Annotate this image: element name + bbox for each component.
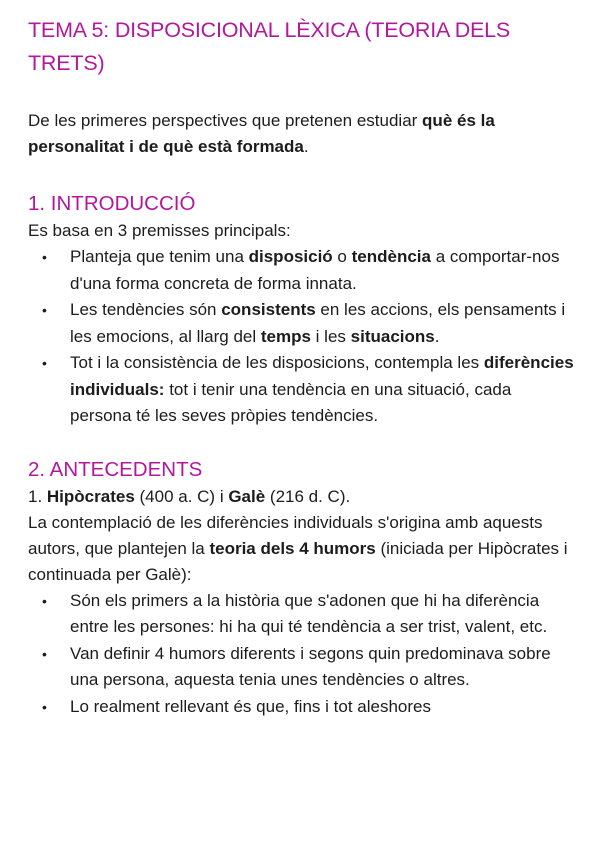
section-lead: Es basa en 3 premisses principals: bbox=[28, 221, 291, 240]
humors-paragraph bbox=[28, 510, 576, 588]
item-text: i les bbox=[310, 326, 351, 346]
page-title: TEMA 5: DISPOSICIONAL LÈXICA (TEORIA DELS TRETS) bbox=[28, 18, 511, 75]
item-bold: tendència bbox=[351, 247, 431, 266]
bullet-icon: • bbox=[42, 645, 47, 662]
bullet-icon: • bbox=[42, 698, 47, 715]
item-text: Lo realment rellevant és que, fins i tot aleshores bbox=[70, 696, 431, 716]
item-text: o bbox=[332, 247, 352, 266]
item-text: a comportar-nos d'una forma concreta de forma innata. bbox=[70, 247, 560, 293]
item-text: Van definir 4 humors diferents i segons quin predominava sobre una persona, aquesta tenia unes tendències o altres. bbox=[70, 643, 551, 689]
para-text: (iniciada per Hipòcrates i continuada per Galè): bbox=[28, 538, 568, 584]
item-bold: diferències individuals: bbox=[70, 353, 574, 399]
bullet-icon: • bbox=[42, 302, 47, 318]
premises-list bbox=[28, 244, 576, 430]
list-item bbox=[28, 641, 576, 694]
para-bold: teoria dels 4 humors bbox=[209, 538, 376, 558]
document-page bbox=[28, 14, 576, 720]
item-text: Planteja que tenim una bbox=[70, 247, 249, 266]
bullet-icon: • bbox=[42, 249, 47, 265]
authors-text: (216 d. C). bbox=[265, 486, 351, 506]
list-item bbox=[28, 297, 576, 350]
item-bold: consistents bbox=[221, 300, 316, 319]
item-text: Tot i la consistència de les disposicions, contempla les bbox=[70, 353, 484, 372]
item-bold: temps bbox=[260, 326, 311, 346]
humors-list bbox=[28, 588, 576, 721]
item-text: Les tendències són bbox=[70, 300, 222, 319]
author-bold: Hipòcrates bbox=[46, 486, 135, 506]
intro-paragraph bbox=[28, 108, 576, 160]
item-text: . bbox=[434, 326, 440, 346]
intro-bold: què és la personalitat i de què està formada bbox=[28, 111, 495, 156]
item-text: Són els primers a la història que s'adonen que hi ha diferència entre les persones: hi ha qui té tendència a ser trist, valent, etc. bbox=[70, 590, 548, 636]
authors-text: 1. bbox=[28, 486, 47, 506]
item-text: en les accions, els pensaments i les emocions, al llarg del bbox=[70, 300, 566, 346]
section-heading-antecedents: 2. ANTECEDENTS bbox=[28, 457, 203, 481]
list-item bbox=[28, 588, 576, 641]
item-text: tot i tenir una tendència en una situació, cada persona té les seves pròpies tendències. bbox=[70, 379, 512, 425]
bullet-icon: • bbox=[42, 355, 47, 371]
authors-text: (400 a. C) i bbox=[134, 486, 229, 506]
list-item bbox=[28, 244, 576, 297]
intro-end: . bbox=[303, 137, 309, 156]
intro-text: De les primeres perspectives que pretenen estudiar bbox=[28, 111, 423, 130]
author-bold: Galè bbox=[228, 486, 266, 506]
list-item bbox=[28, 350, 576, 430]
section-heading-introduccio: 1. INTRODUCCIÓ bbox=[28, 192, 196, 215]
item-bold: disposició bbox=[248, 247, 333, 266]
authors-line bbox=[28, 484, 576, 510]
item-bold: situacions bbox=[350, 326, 435, 346]
bullet-icon: • bbox=[42, 592, 47, 609]
list-item bbox=[28, 694, 576, 721]
para-text: La contemplació de les diferències individuals s'origina amb aquests autors, que plantejen la bbox=[28, 512, 543, 558]
